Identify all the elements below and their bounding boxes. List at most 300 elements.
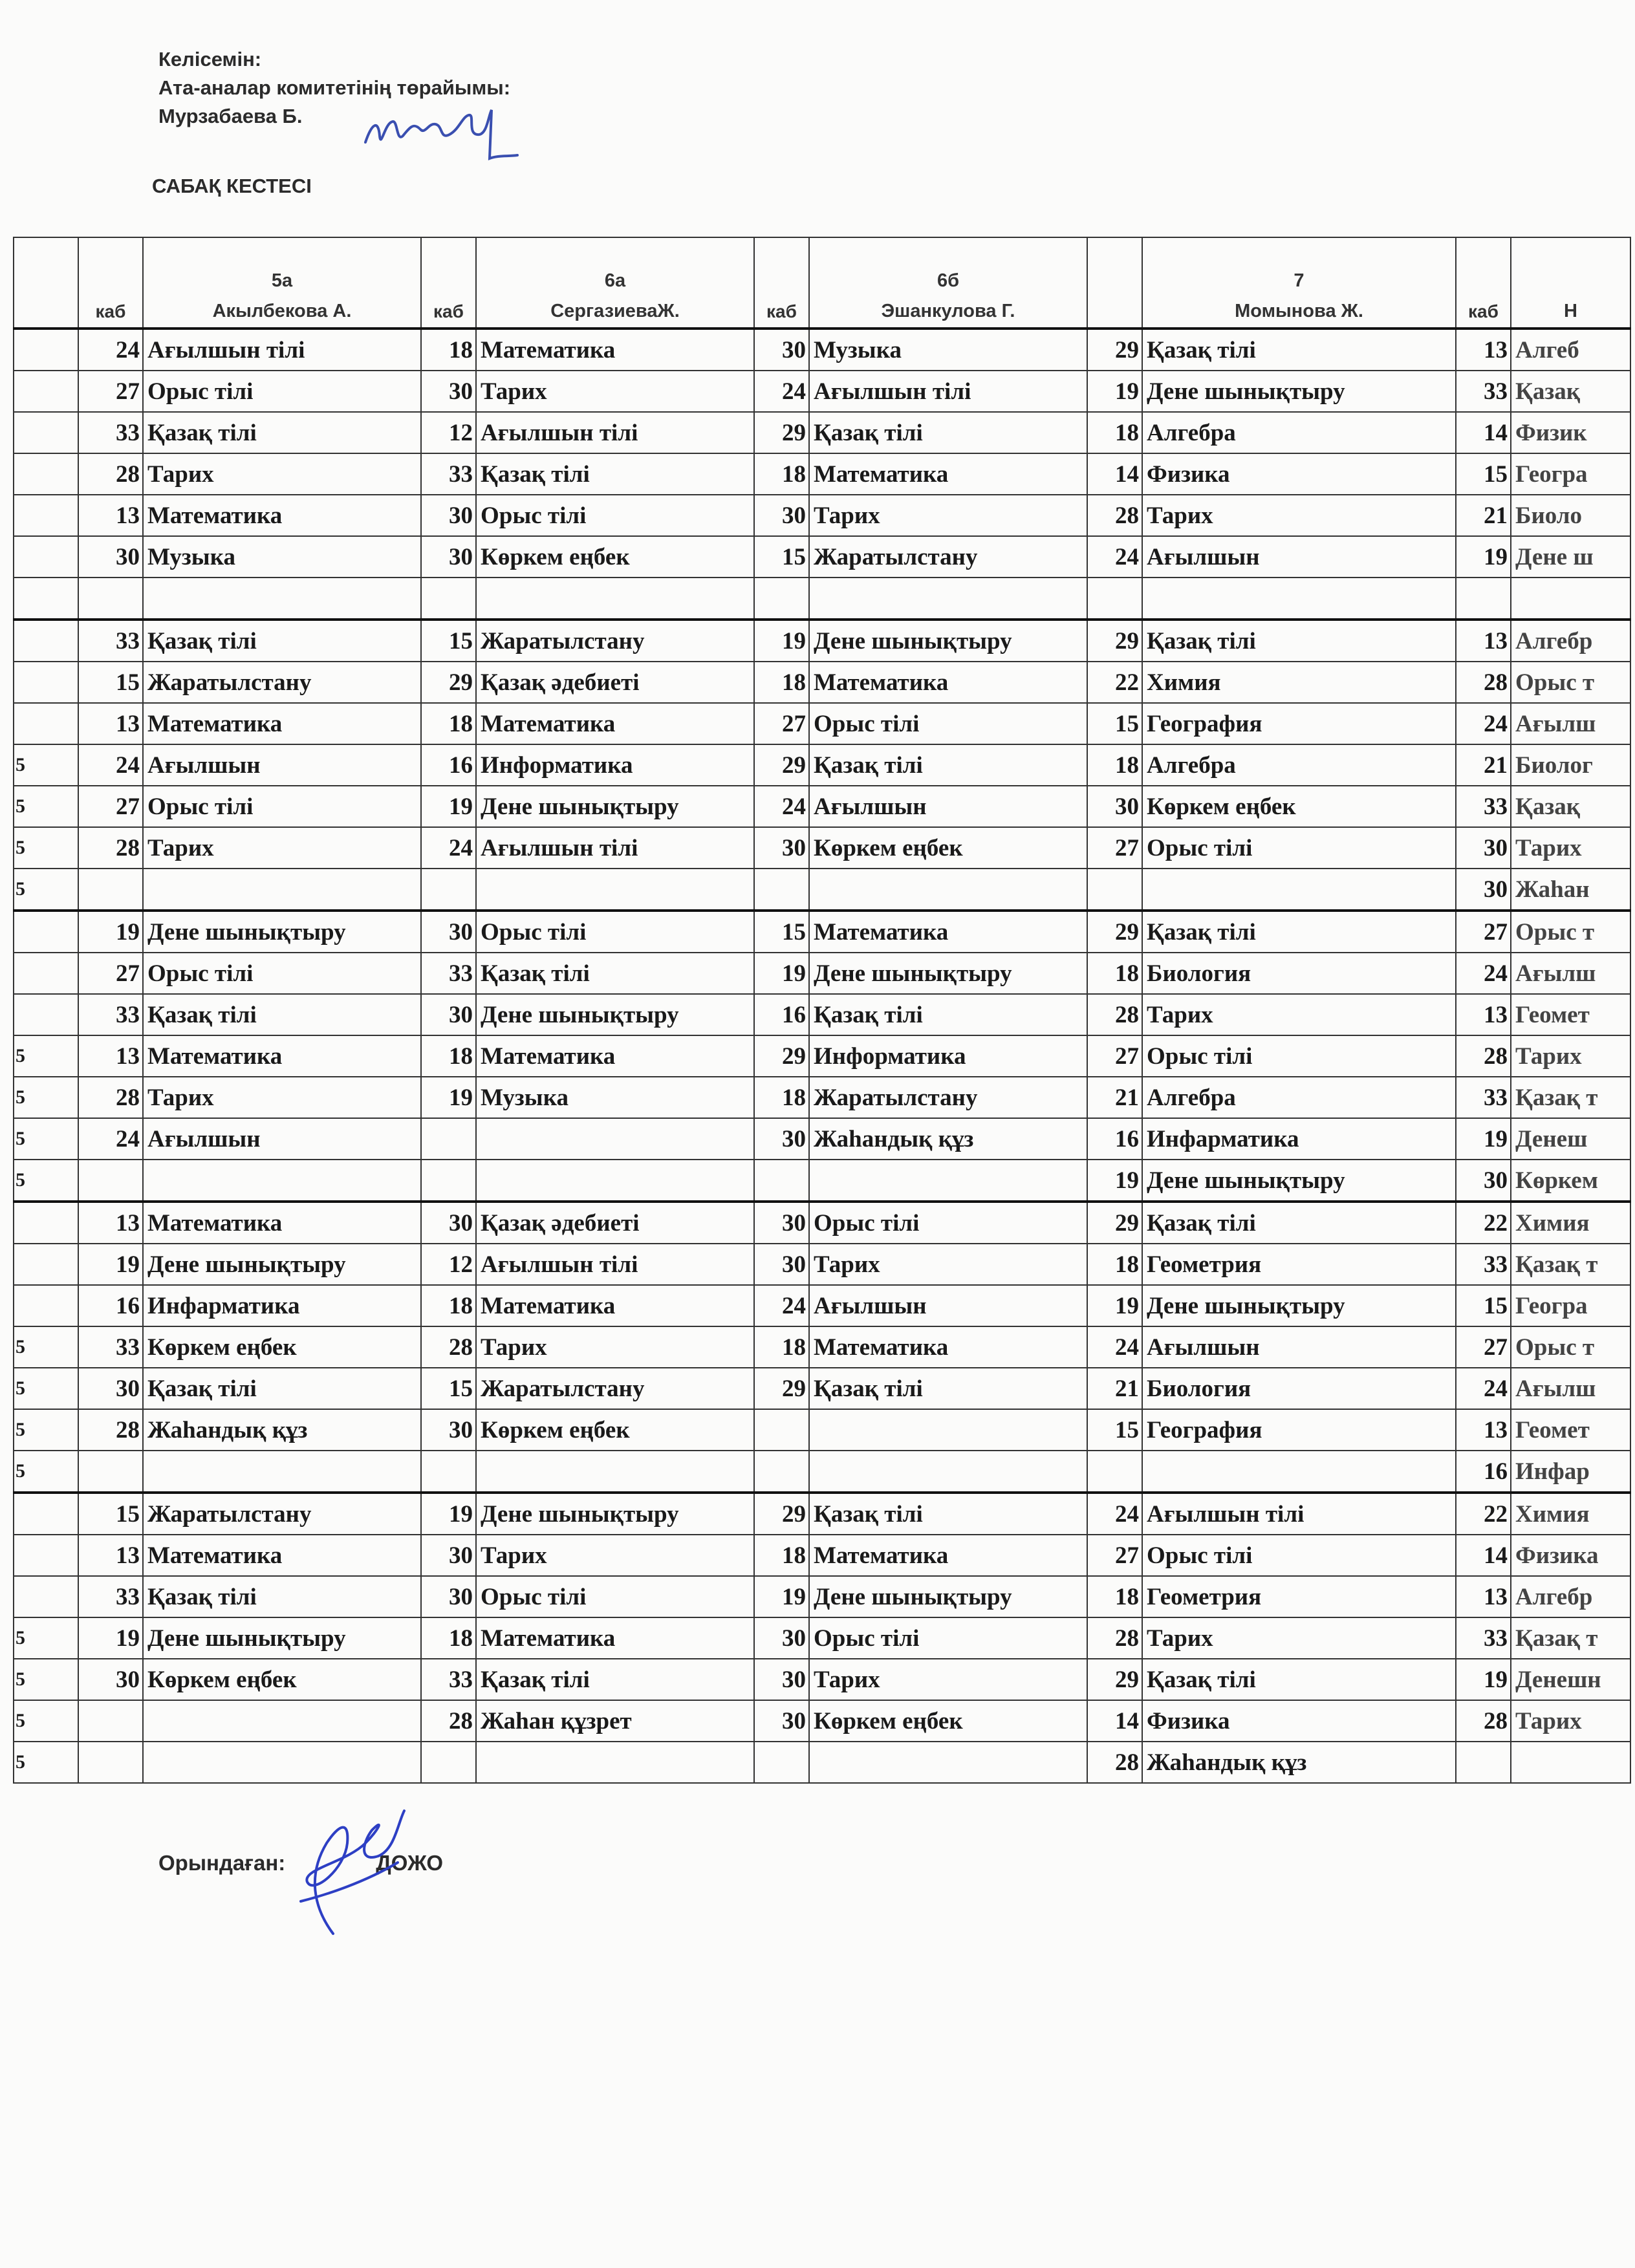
room-number: 15 bbox=[1087, 703, 1142, 744]
subject-cell: Көркем еңбек bbox=[143, 1326, 421, 1368]
room-number: 27 bbox=[1456, 911, 1511, 953]
room-number: 33 bbox=[78, 994, 143, 1035]
table-row bbox=[14, 536, 1630, 578]
room-number bbox=[1456, 578, 1511, 620]
room-number: 14 bbox=[1456, 1535, 1511, 1576]
subject-cell: Геометрия bbox=[1142, 1576, 1456, 1617]
room-number: 30 bbox=[754, 1617, 809, 1659]
room-number: 13 bbox=[78, 1535, 143, 1576]
room-number: 30 bbox=[78, 1368, 143, 1409]
room-number: 15 bbox=[78, 1493, 143, 1535]
room-number: 18 bbox=[754, 453, 809, 495]
schedule-table bbox=[13, 237, 1631, 1784]
subject-cell bbox=[809, 1160, 1087, 1202]
row-number bbox=[14, 703, 78, 744]
room-number: 29 bbox=[754, 1493, 809, 1535]
header-kab-4 bbox=[1087, 237, 1142, 329]
subject-cell: Математика bbox=[143, 1535, 421, 1576]
subject-cell: Дене шынықтыру bbox=[1142, 371, 1456, 412]
room-number: 18 bbox=[1087, 744, 1142, 786]
room-number: 19 bbox=[754, 953, 809, 994]
subject-cell: Қазақ тілі bbox=[809, 1368, 1087, 1409]
row-number bbox=[14, 620, 78, 662]
room-number: 33 bbox=[78, 412, 143, 453]
room-number: 14 bbox=[1456, 412, 1511, 453]
room-number: 24 bbox=[1456, 703, 1511, 744]
table-row bbox=[14, 827, 1630, 869]
subject-cell: Ағылшын bbox=[809, 786, 1087, 827]
subject-cell: Қазақ тілі bbox=[476, 453, 754, 495]
performer-signature bbox=[288, 1804, 411, 1953]
room-number: 33 bbox=[421, 953, 476, 994]
subject-cell: Қазақ тілі bbox=[809, 994, 1087, 1035]
subject-cell bbox=[1142, 869, 1456, 911]
room-number: 13 bbox=[1456, 994, 1511, 1035]
room-number bbox=[754, 1409, 809, 1451]
row-number bbox=[14, 1535, 78, 1576]
room-number: 16 bbox=[78, 1285, 143, 1326]
table-row bbox=[14, 1077, 1630, 1118]
subject-cell bbox=[143, 1700, 421, 1742]
room-number: 13 bbox=[1456, 329, 1511, 371]
subject-cell bbox=[476, 1451, 754, 1493]
room-number: 19 bbox=[754, 620, 809, 662]
subject-cell: Химия bbox=[1511, 1202, 1630, 1244]
subject-cell: Математика bbox=[809, 453, 1087, 495]
room-number bbox=[421, 1160, 476, 1202]
room-number: 13 bbox=[1456, 1409, 1511, 1451]
table-row bbox=[14, 1160, 1630, 1202]
subject-cell: Орыс тілі bbox=[809, 1617, 1087, 1659]
subject-cell: Инфарматика bbox=[1142, 1118, 1456, 1160]
table-row bbox=[14, 994, 1630, 1035]
room-number: 28 bbox=[1087, 994, 1142, 1035]
room-number: 30 bbox=[421, 371, 476, 412]
room-number: 30 bbox=[421, 536, 476, 578]
subject-cell bbox=[143, 578, 421, 620]
header-class-next bbox=[1511, 237, 1630, 329]
subject-cell: Ағылшын тілі bbox=[476, 827, 754, 869]
subject-cell: Математика bbox=[809, 1326, 1087, 1368]
room-number: 19 bbox=[421, 1077, 476, 1118]
table-row bbox=[14, 1535, 1630, 1576]
room-number: 29 bbox=[421, 662, 476, 703]
room-number bbox=[1456, 1742, 1511, 1783]
subject-cell bbox=[476, 578, 754, 620]
room-number: 13 bbox=[78, 1202, 143, 1244]
subject-cell: Қазақ т bbox=[1511, 1077, 1630, 1118]
room-number: 13 bbox=[1456, 1576, 1511, 1617]
subject-cell bbox=[809, 1742, 1087, 1783]
room-number: 24 bbox=[78, 744, 143, 786]
class-name: 7 bbox=[1294, 270, 1305, 291]
table-row bbox=[14, 662, 1630, 703]
subject-cell bbox=[809, 869, 1087, 911]
room-number bbox=[78, 1742, 143, 1783]
subject-cell: География bbox=[1142, 1409, 1456, 1451]
subject-cell: Көркем еңбек bbox=[809, 1700, 1087, 1742]
subject-cell: Алгебра bbox=[1142, 412, 1456, 453]
subject-cell bbox=[809, 578, 1087, 620]
header-kab-1: каб bbox=[78, 237, 143, 329]
subject-cell: Математика bbox=[476, 329, 754, 371]
subject-cell: Музыка bbox=[809, 329, 1087, 371]
table-row bbox=[14, 1659, 1630, 1700]
subject-cell: Жаһан құзрет bbox=[476, 1700, 754, 1742]
page-title: САБАҚ КЕСТЕСІ bbox=[152, 175, 312, 197]
room-number: 18 bbox=[421, 703, 476, 744]
room-number bbox=[1087, 578, 1142, 620]
room-number: 33 bbox=[1456, 1244, 1511, 1285]
table-row bbox=[14, 703, 1630, 744]
room-number: 22 bbox=[1456, 1493, 1511, 1535]
room-number: 19 bbox=[1456, 1659, 1511, 1700]
subject-cell: Физика bbox=[1511, 1535, 1630, 1576]
room-number: 24 bbox=[1087, 1493, 1142, 1535]
subject-cell: Тарих bbox=[1511, 827, 1630, 869]
subject-cell: Жаратылстану bbox=[143, 1493, 421, 1535]
room-number: 15 bbox=[421, 1368, 476, 1409]
room-number: 15 bbox=[1087, 1409, 1142, 1451]
subject-cell: Денеш bbox=[1511, 1118, 1630, 1160]
room-number: 28 bbox=[1087, 1742, 1142, 1783]
table-row bbox=[14, 1409, 1630, 1451]
room-number: 21 bbox=[1087, 1368, 1142, 1409]
row-number: 5 bbox=[14, 1160, 78, 1202]
subject-cell: Геогра bbox=[1511, 1285, 1630, 1326]
subject-cell: Химия bbox=[1142, 662, 1456, 703]
subject-cell: Көркем еңбек bbox=[476, 1409, 754, 1451]
subject-cell: Қазақ bbox=[1511, 786, 1630, 827]
subject-cell: Ағылшын bbox=[143, 744, 421, 786]
room-number: 22 bbox=[1087, 662, 1142, 703]
room-number: 27 bbox=[78, 953, 143, 994]
table-row bbox=[14, 1742, 1630, 1783]
subject-cell: Геомет bbox=[1511, 1409, 1630, 1451]
subject-cell: Қазақ тілі bbox=[1142, 1659, 1456, 1700]
room-number: 30 bbox=[421, 1576, 476, 1617]
approve-line-1: Келісемін: bbox=[158, 48, 262, 70]
subject-cell: Химия bbox=[1511, 1493, 1630, 1535]
room-number: 29 bbox=[1087, 329, 1142, 371]
subject-cell bbox=[809, 1451, 1087, 1493]
room-number: 33 bbox=[78, 1576, 143, 1617]
subject-cell: Орыс тілі bbox=[1142, 827, 1456, 869]
row-number: 5 bbox=[14, 1700, 78, 1742]
subject-cell: Геогра bbox=[1511, 453, 1630, 495]
room-number: 30 bbox=[754, 1659, 809, 1700]
subject-cell: Орыс тілі bbox=[143, 953, 421, 994]
room-number: 30 bbox=[78, 536, 143, 578]
room-number: 30 bbox=[421, 994, 476, 1035]
row-number bbox=[14, 329, 78, 371]
room-number: 15 bbox=[1456, 453, 1511, 495]
subject-cell: Қазақ тілі bbox=[1142, 329, 1456, 371]
teacher-name: Н bbox=[1564, 301, 1577, 321]
room-number: 19 bbox=[78, 911, 143, 953]
subject-cell: Жаратылстану bbox=[809, 1077, 1087, 1118]
room-number bbox=[78, 1451, 143, 1493]
subject-cell: Орыс т bbox=[1511, 662, 1630, 703]
subject-cell: Орыс т bbox=[1511, 1326, 1630, 1368]
room-number: 27 bbox=[78, 786, 143, 827]
room-number: 28 bbox=[1456, 662, 1511, 703]
room-number: 13 bbox=[78, 495, 143, 536]
table-row bbox=[14, 1576, 1630, 1617]
room-number bbox=[754, 1160, 809, 1202]
room-number: 30 bbox=[754, 1118, 809, 1160]
class-name: 5а bbox=[271, 270, 293, 291]
table-row bbox=[14, 1451, 1630, 1493]
chairwoman-signature bbox=[352, 97, 521, 168]
subject-cell: Орыс т bbox=[1511, 911, 1630, 953]
subject-cell: Музыка bbox=[476, 1077, 754, 1118]
room-number: 18 bbox=[421, 1285, 476, 1326]
subject-cell: География bbox=[1142, 703, 1456, 744]
subject-cell: Тарих bbox=[143, 1077, 421, 1118]
room-number bbox=[754, 1451, 809, 1493]
subject-cell: Инфарматика bbox=[143, 1285, 421, 1326]
approve-line-2: Ата-аналар комитетінің төрайымы: bbox=[158, 76, 511, 99]
subject-cell: Ағылшын bbox=[1142, 1326, 1456, 1368]
table-row bbox=[14, 329, 1630, 371]
subject-cell: Дене шынықтыру bbox=[1142, 1160, 1456, 1202]
subject-cell: Орыс тілі bbox=[476, 495, 754, 536]
subject-cell: Қазақ тілі bbox=[143, 412, 421, 453]
subject-cell bbox=[143, 1742, 421, 1783]
room-number: 18 bbox=[1087, 953, 1142, 994]
subject-cell: Жаратылстану bbox=[143, 662, 421, 703]
table-row bbox=[14, 869, 1630, 911]
row-number: 5 bbox=[14, 1077, 78, 1118]
subject-cell: Тарих bbox=[143, 827, 421, 869]
subject-cell: Дене шынықтыру bbox=[809, 1576, 1087, 1617]
row-number bbox=[14, 536, 78, 578]
row-number bbox=[14, 412, 78, 453]
row-number: 5 bbox=[14, 1368, 78, 1409]
subject-cell: Ағылшын bbox=[809, 1285, 1087, 1326]
teacher-name: СергазиеваЖ. bbox=[550, 301, 680, 321]
subject-cell: Тарих bbox=[476, 1535, 754, 1576]
subject-cell: Дене шынықтыру bbox=[143, 911, 421, 953]
table-row bbox=[14, 1244, 1630, 1285]
subject-cell: Ағылшын тілі bbox=[809, 371, 1087, 412]
room-number: 28 bbox=[78, 827, 143, 869]
room-number bbox=[78, 869, 143, 911]
approve-line-3: Мурзабаева Б. bbox=[158, 105, 303, 127]
subject-cell: Информатика bbox=[476, 744, 754, 786]
room-number bbox=[78, 578, 143, 620]
row-number bbox=[14, 1285, 78, 1326]
subject-cell: Көркем еңбек bbox=[1142, 786, 1456, 827]
room-number: 33 bbox=[1456, 371, 1511, 412]
room-number: 13 bbox=[78, 1035, 143, 1077]
room-number: 33 bbox=[1456, 1617, 1511, 1659]
subject-cell: Тарих bbox=[143, 453, 421, 495]
room-number: 19 bbox=[1087, 1160, 1142, 1202]
subject-cell: Қазақ тілі bbox=[476, 1659, 754, 1700]
performer-name: ДОЖО bbox=[376, 1851, 444, 1875]
row-number bbox=[14, 495, 78, 536]
room-number bbox=[78, 1700, 143, 1742]
subject-cell: Математика bbox=[476, 1285, 754, 1326]
subject-cell: Дене шынықтыру bbox=[143, 1244, 421, 1285]
table-row bbox=[14, 1285, 1630, 1326]
subject-cell bbox=[1142, 578, 1456, 620]
room-number: 12 bbox=[421, 1244, 476, 1285]
room-number: 19 bbox=[1087, 1285, 1142, 1326]
room-number: 16 bbox=[421, 744, 476, 786]
room-number: 27 bbox=[1456, 1326, 1511, 1368]
header-row bbox=[14, 237, 1630, 329]
subject-cell: Ағылшын bbox=[143, 1118, 421, 1160]
room-number: 30 bbox=[78, 1659, 143, 1700]
room-number bbox=[754, 869, 809, 911]
room-number bbox=[78, 1160, 143, 1202]
header-class-7 bbox=[1142, 237, 1456, 329]
table-row bbox=[14, 453, 1630, 495]
room-number: 24 bbox=[754, 786, 809, 827]
header-kab-3: каб bbox=[754, 237, 809, 329]
room-number: 33 bbox=[1456, 786, 1511, 827]
subject-cell: Математика bbox=[809, 1535, 1087, 1576]
table-row bbox=[14, 1202, 1630, 1244]
subject-cell: Тарих bbox=[1142, 1617, 1456, 1659]
subject-cell: Математика bbox=[143, 1035, 421, 1077]
teacher-name: Акылбекова А. bbox=[212, 301, 352, 321]
subject-cell: Қазақ тілі bbox=[809, 412, 1087, 453]
subject-cell: Көркем еңбек bbox=[476, 536, 754, 578]
room-number: 19 bbox=[421, 786, 476, 827]
subject-cell: Орыс тілі bbox=[143, 371, 421, 412]
subject-cell: Қазақ әдебиеті bbox=[476, 662, 754, 703]
table-row bbox=[14, 786, 1630, 827]
subject-cell: Ағылшын bbox=[1142, 536, 1456, 578]
subject-cell: Жаһандық құз bbox=[1142, 1742, 1456, 1783]
room-number: 33 bbox=[421, 453, 476, 495]
subject-cell: Музыка bbox=[143, 536, 421, 578]
subject-cell bbox=[1511, 578, 1630, 620]
room-number: 19 bbox=[421, 1493, 476, 1535]
row-number bbox=[14, 578, 78, 620]
subject-cell: Жаратылстану bbox=[476, 620, 754, 662]
subject-cell: Тарих bbox=[1511, 1035, 1630, 1077]
room-number: 27 bbox=[1087, 1035, 1142, 1077]
subject-cell: Математика bbox=[809, 911, 1087, 953]
room-number: 27 bbox=[1087, 827, 1142, 869]
subject-cell: Дене шынықтыру bbox=[809, 953, 1087, 994]
room-number: 24 bbox=[78, 329, 143, 371]
subject-cell: Ағылшын тілі bbox=[143, 329, 421, 371]
row-number bbox=[14, 994, 78, 1035]
room-number: 24 bbox=[754, 371, 809, 412]
row-number bbox=[14, 1576, 78, 1617]
row-number: 5 bbox=[14, 1659, 78, 1700]
room-number: 30 bbox=[421, 1202, 476, 1244]
room-number: 30 bbox=[421, 911, 476, 953]
row-number bbox=[14, 371, 78, 412]
room-number: 13 bbox=[78, 703, 143, 744]
room-number: 18 bbox=[754, 662, 809, 703]
row-number: 5 bbox=[14, 1742, 78, 1783]
room-number: 15 bbox=[78, 662, 143, 703]
header-kab-5: каб bbox=[1456, 237, 1511, 329]
subject-cell: Математика bbox=[143, 1202, 421, 1244]
schedule-body bbox=[14, 329, 1630, 1783]
room-number: 24 bbox=[1456, 1368, 1511, 1409]
room-number: 28 bbox=[421, 1700, 476, 1742]
room-number: 30 bbox=[421, 495, 476, 536]
room-number bbox=[421, 578, 476, 620]
subject-cell: Орыс тілі bbox=[476, 911, 754, 953]
subject-cell: Орыс тілі bbox=[1142, 1035, 1456, 1077]
room-number: 12 bbox=[421, 412, 476, 453]
room-number: 30 bbox=[754, 1700, 809, 1742]
table-row bbox=[14, 1617, 1630, 1659]
room-number: 29 bbox=[1087, 1659, 1142, 1700]
room-number: 30 bbox=[421, 1535, 476, 1576]
subject-cell: Биология bbox=[1142, 1368, 1456, 1409]
table-row bbox=[14, 911, 1630, 953]
subject-cell: Қазақ тілі bbox=[143, 620, 421, 662]
subject-cell: Тарих bbox=[809, 495, 1087, 536]
row-number: 5 bbox=[14, 827, 78, 869]
header-class-6b bbox=[809, 237, 1087, 329]
table-row bbox=[14, 495, 1630, 536]
subject-cell: Математика bbox=[809, 662, 1087, 703]
row-number bbox=[14, 953, 78, 994]
subject-cell: Тарих bbox=[476, 371, 754, 412]
subject-cell: Қазақ тілі bbox=[143, 1368, 421, 1409]
header-kab-2: каб bbox=[421, 237, 476, 329]
subject-cell: Тарих bbox=[1511, 1700, 1630, 1742]
room-number: 24 bbox=[421, 827, 476, 869]
subject-cell bbox=[476, 1742, 754, 1783]
room-number: 18 bbox=[754, 1326, 809, 1368]
room-number: 13 bbox=[1456, 620, 1511, 662]
subject-cell: Көркем bbox=[1511, 1160, 1630, 1202]
room-number: 29 bbox=[754, 412, 809, 453]
subject-cell: Қазақ тілі bbox=[143, 994, 421, 1035]
row-number: 5 bbox=[14, 1326, 78, 1368]
row-number: 5 bbox=[14, 744, 78, 786]
row-number: 5 bbox=[14, 1451, 78, 1493]
subject-cell: Денешн bbox=[1511, 1659, 1630, 1700]
subject-cell: Тарих bbox=[809, 1244, 1087, 1285]
table-row bbox=[14, 953, 1630, 994]
subject-cell: Информатика bbox=[809, 1035, 1087, 1077]
subject-cell: Қазақ т bbox=[1511, 1244, 1630, 1285]
room-number: 30 bbox=[1087, 786, 1142, 827]
subject-cell bbox=[476, 1160, 754, 1202]
subject-cell: Алгеб bbox=[1511, 329, 1630, 371]
subject-cell bbox=[143, 869, 421, 911]
room-number: 33 bbox=[1456, 1077, 1511, 1118]
room-number: 16 bbox=[1456, 1451, 1511, 1493]
room-number: 30 bbox=[1456, 1160, 1511, 1202]
subject-cell: Жаратылстану bbox=[476, 1368, 754, 1409]
room-number: 24 bbox=[1087, 536, 1142, 578]
room-number: 18 bbox=[1087, 1576, 1142, 1617]
room-number: 15 bbox=[1456, 1285, 1511, 1326]
room-number: 18 bbox=[421, 329, 476, 371]
room-number: 14 bbox=[1087, 453, 1142, 495]
subject-cell: Жаһандық құз bbox=[143, 1409, 421, 1451]
table-row bbox=[14, 620, 1630, 662]
subject-cell: Физика bbox=[1142, 453, 1456, 495]
row-number: 5 bbox=[14, 1118, 78, 1160]
class-name: 6б bbox=[937, 270, 960, 291]
